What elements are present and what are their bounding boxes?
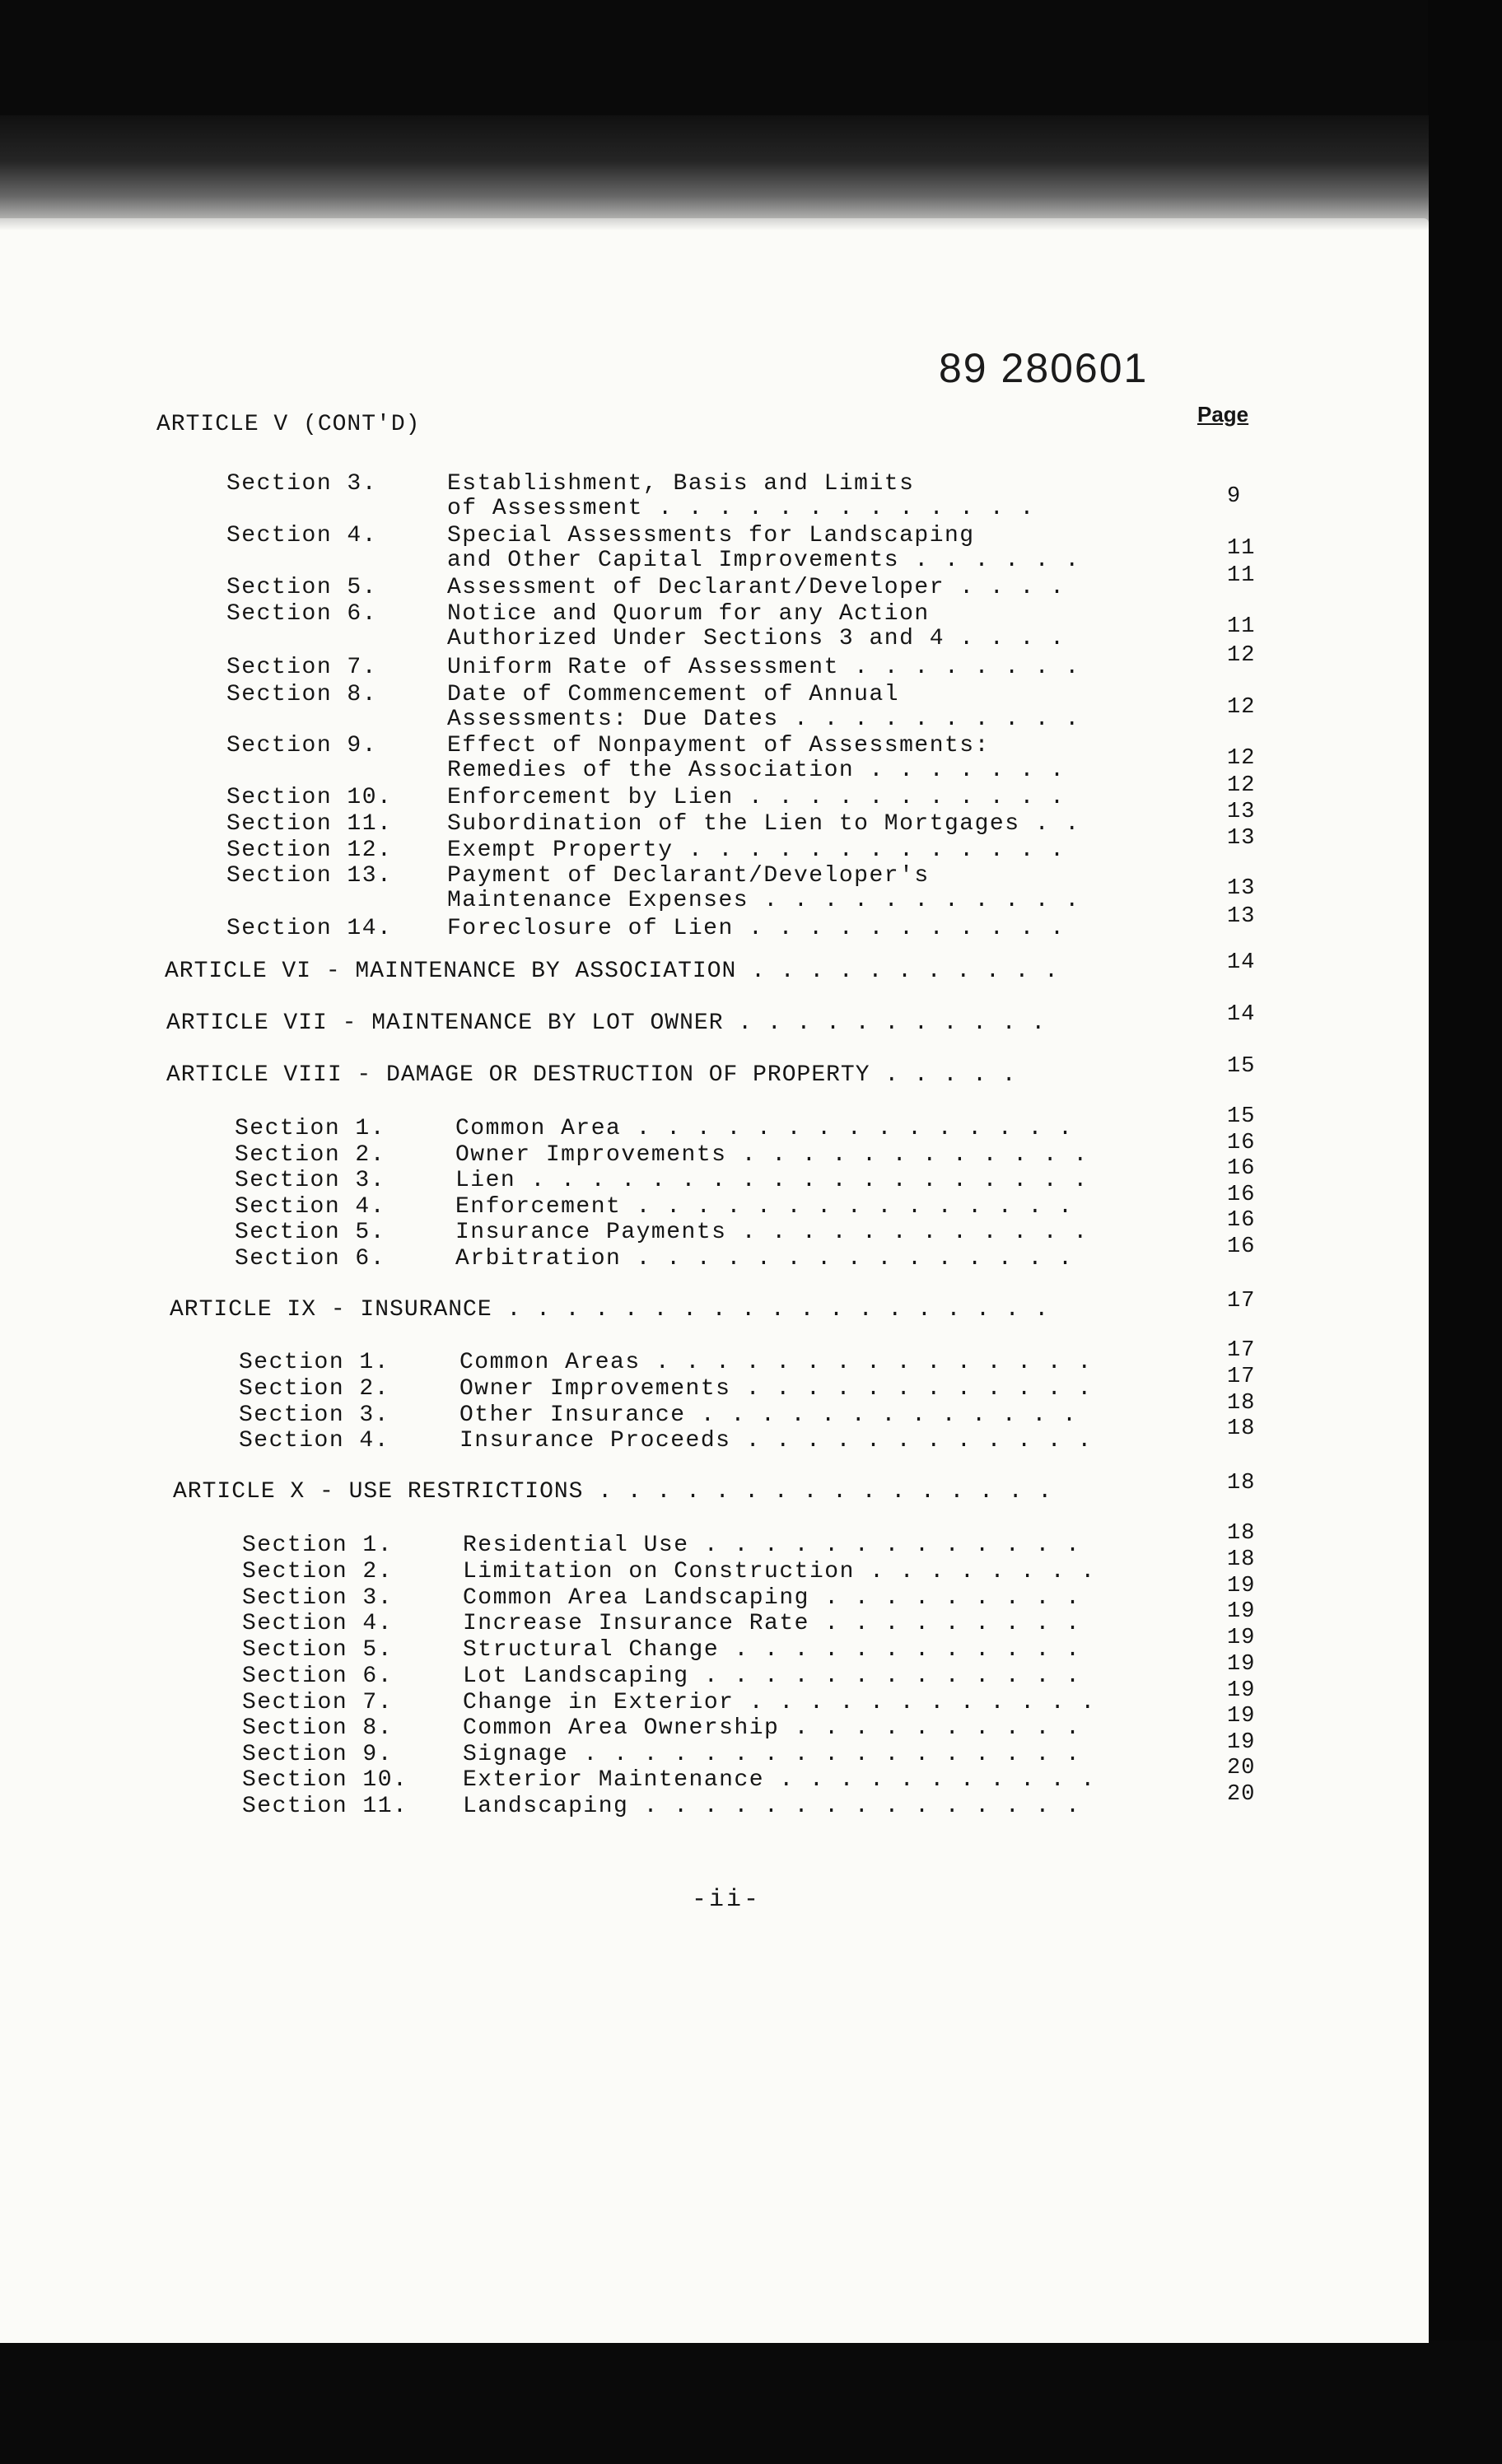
section-page-number: 18 — [1227, 1547, 1256, 1572]
section-label: Section 2. — [242, 1559, 394, 1584]
section-title-line: Increase Insurance Rate . . . . . . . . . — [463, 1611, 1081, 1636]
scan-border-bottom — [0, 2340, 1502, 2464]
section-label: Section 8. — [242, 1715, 394, 1741]
section-page-number: 15 — [1227, 1104, 1256, 1129]
section-title-line: Payment of Declarant/Developer's — [447, 863, 930, 889]
section-title-line: Arbitration . . . . . . . . . . . . . . . — [455, 1246, 1074, 1272]
scan-border-right — [1428, 0, 1502, 2464]
section-title-line: Insurance Proceeds . . . . . . . . . . . . — [459, 1428, 1093, 1454]
section-page-number: 19 — [1227, 1704, 1256, 1729]
article-heading: ARTICLE X - USE RESTRICTIONS . . . . . . . . . . . . . . . . — [173, 1479, 1053, 1505]
section-label: Section 6. — [226, 601, 378, 627]
section-page-number: 16 — [1227, 1234, 1256, 1259]
section-label: Section 3. — [226, 471, 378, 497]
section-title-line: Assessment of Declarant/Developer . . . . — [447, 575, 1066, 600]
section-title-line: Enforcement by Lien . . . . . . . . . . . — [447, 785, 1066, 810]
section-page-number: 9 — [1227, 484, 1242, 509]
section-label: Section 7. — [242, 1690, 394, 1715]
section-page-number: 18 — [1227, 1521, 1256, 1546]
article-page-number: 14 — [1227, 1002, 1256, 1027]
section-page-number: 16 — [1227, 1156, 1256, 1181]
section-page-number: 12 — [1227, 695, 1256, 720]
section-title-line: Exterior Maintenance . . . . . . . . . . . — [463, 1767, 1096, 1793]
section-page-number: 12 — [1227, 643, 1256, 668]
section-title-line: Effect of Nonpayment of Assessments: — [447, 733, 990, 758]
page-footer-number: -ii- — [692, 1886, 762, 1914]
section-title-line: Residential Use . . . . . . . . . . . . . — [463, 1533, 1081, 1558]
section-title-line: Notice and Quorum for any Action — [447, 601, 930, 627]
article-heading: ARTICLE IX - INSURANCE . . . . . . . . . . . . . . . . . . . — [170, 1297, 1050, 1323]
section-title-line: Enforcement . . . . . . . . . . . . . . . — [455, 1194, 1074, 1220]
section-page-number: 19 — [1227, 1678, 1256, 1703]
section-page-number: 18 — [1227, 1416, 1256, 1441]
section-label: Section 1. — [242, 1533, 394, 1558]
document-number: 89 280601 — [939, 345, 1149, 391]
section-page-number: 13 — [1227, 904, 1256, 929]
section-page-number: 19 — [1227, 1626, 1256, 1650]
section-title-line: Common Area Landscaping . . . . . . . . . — [463, 1585, 1081, 1611]
section-title-line: Limitation on Construction . . . . . . . . — [463, 1559, 1096, 1584]
section-title-line: Assessments: Due Dates . . . . . . . . . . — [447, 707, 1080, 732]
section-label: Section 5. — [235, 1220, 386, 1245]
section-title-line: Date of Commencement of Annual — [447, 682, 900, 707]
section-label: Section 7. — [226, 655, 378, 680]
section-title-line: and Other Capital Improvements . . . . . . — [447, 548, 1080, 573]
scan-noise — [0, 115, 1429, 231]
section-title-line: Foreclosure of Lien . . . . . . . . . . . — [447, 916, 1066, 941]
section-title-line: Uniform Rate of Assessment . . . . . . . . — [447, 655, 1080, 680]
section-label: Section 9. — [242, 1742, 394, 1767]
section-page-number: 16 — [1227, 1131, 1256, 1155]
section-label: Section 3. — [242, 1585, 394, 1611]
section-label: Section 2. — [239, 1376, 390, 1402]
page-column-header: Page — [1197, 402, 1249, 427]
section-title-line: of Assessment . . . . . . . . . . . . . — [447, 496, 1035, 521]
section-page-number: 19 — [1227, 1652, 1256, 1677]
section-page-number: 17 — [1227, 1365, 1256, 1389]
section-title-line: Lien . . . . . . . . . . . . . . . . . . . — [455, 1168, 1089, 1193]
section-page-number: 19 — [1227, 1730, 1256, 1755]
article-page-number: 17 — [1227, 1289, 1256, 1314]
section-page-number: 20 — [1227, 1756, 1256, 1780]
section-label: Section 2. — [235, 1142, 386, 1168]
section-label: Section 4. — [242, 1611, 394, 1636]
section-title-line: Establishment, Basis and Limits — [447, 471, 915, 497]
section-label: Section 4. — [239, 1428, 390, 1454]
article-heading: ARTICLE VII - MAINTENANCE BY LOT OWNER . . . . . . . . . . . — [166, 1010, 1047, 1036]
section-page-number: 20 — [1227, 1782, 1256, 1807]
section-page-number: 13 — [1227, 826, 1256, 851]
section-label: Section 14. — [226, 916, 393, 941]
section-title-line: Subordination of the Lien to Mortgages . . — [447, 811, 1080, 837]
section-title-line: Common Area . . . . . . . . . . . . . . . — [455, 1116, 1074, 1141]
section-page-number: 11 — [1227, 563, 1256, 588]
section-page-number: 11 — [1227, 614, 1256, 639]
section-title-line: Structural Change . . . . . . . . . . . . — [463, 1637, 1081, 1663]
section-page-number: 12 — [1227, 773, 1256, 798]
section-page-number: 19 — [1227, 1599, 1256, 1624]
section-title-line: Owner Improvements . . . . . . . . . . . . — [459, 1376, 1093, 1402]
article-page-number: 15 — [1227, 1054, 1256, 1079]
section-title-line: Special Assessments for Landscaping — [447, 523, 975, 548]
section-label: Section 6. — [235, 1246, 386, 1272]
article-heading: ARTICLE VIII - DAMAGE OR DESTRUCTION OF PROPERTY . . . . . — [166, 1062, 1017, 1088]
section-title-line: Authorized Under Sections 3 and 4 . . . . — [447, 626, 1066, 651]
section-page-number: 16 — [1227, 1183, 1256, 1207]
section-title-line: Insurance Payments . . . . . . . . . . . . — [455, 1220, 1089, 1245]
section-label: Section 1. — [239, 1350, 390, 1375]
section-page-number: 12 — [1227, 746, 1256, 771]
section-page-number: 18 — [1227, 1391, 1256, 1416]
section-page-number: 11 — [1227, 536, 1256, 561]
section-title-line: Lot Landscaping . . . . . . . . . . . . . — [463, 1664, 1081, 1689]
section-title-line: Signage . . . . . . . . . . . . . . . . . — [463, 1742, 1081, 1767]
section-title-line: Other Insurance . . . . . . . . . . . . . — [459, 1402, 1078, 1428]
section-label: Section 5. — [226, 575, 378, 600]
section-page-number: 13 — [1227, 800, 1256, 824]
section-title-line: Exempt Property . . . . . . . . . . . . . — [447, 838, 1066, 863]
section-label: Section 13. — [226, 863, 393, 889]
article-heading: ARTICLE V (CONT'D) — [156, 412, 421, 437]
article-page-number: 14 — [1227, 950, 1256, 975]
section-page-number: 16 — [1227, 1208, 1256, 1233]
section-title-line: Common Areas . . . . . . . . . . . . . . . — [459, 1350, 1093, 1375]
section-page-number: 17 — [1227, 1338, 1256, 1363]
article-heading: ARTICLE VI - MAINTENANCE BY ASSOCIATION . . . . . . . . . . . — [165, 959, 1059, 984]
article-page-number: 18 — [1227, 1471, 1256, 1496]
section-label: Section 9. — [226, 733, 378, 758]
section-label: Section 11. — [226, 811, 393, 837]
section-page-number: 19 — [1227, 1574, 1256, 1598]
section-label: Section 1. — [235, 1116, 386, 1141]
section-label: Section 6. — [242, 1664, 394, 1689]
section-label: Section 5. — [242, 1637, 394, 1663]
section-title-line: Landscaping . . . . . . . . . . . . . . . — [463, 1794, 1081, 1819]
section-label: Section 3. — [235, 1168, 386, 1193]
section-label: Section 11. — [242, 1794, 408, 1819]
section-title-line: Remedies of the Association . . . . . . . — [447, 758, 1066, 783]
section-label: Section 3. — [239, 1402, 390, 1428]
section-label: Section 4. — [226, 523, 378, 548]
section-label: Section 10. — [226, 785, 393, 810]
section-label: Section 8. — [226, 682, 378, 707]
section-label: Section 10. — [242, 1767, 408, 1793]
section-title-line: Maintenance Expenses . . . . . . . . . . . — [447, 888, 1080, 913]
section-title-line: Change in Exterior . . . . . . . . . . . . — [463, 1690, 1096, 1715]
section-page-number: 13 — [1227, 876, 1256, 901]
section-title-line: Common Area Ownership . . . . . . . . . . — [463, 1715, 1081, 1741]
section-title-line: Owner Improvements . . . . . . . . . . . . — [455, 1142, 1089, 1168]
section-label: Section 12. — [226, 838, 393, 863]
section-label: Section 4. — [235, 1194, 386, 1220]
